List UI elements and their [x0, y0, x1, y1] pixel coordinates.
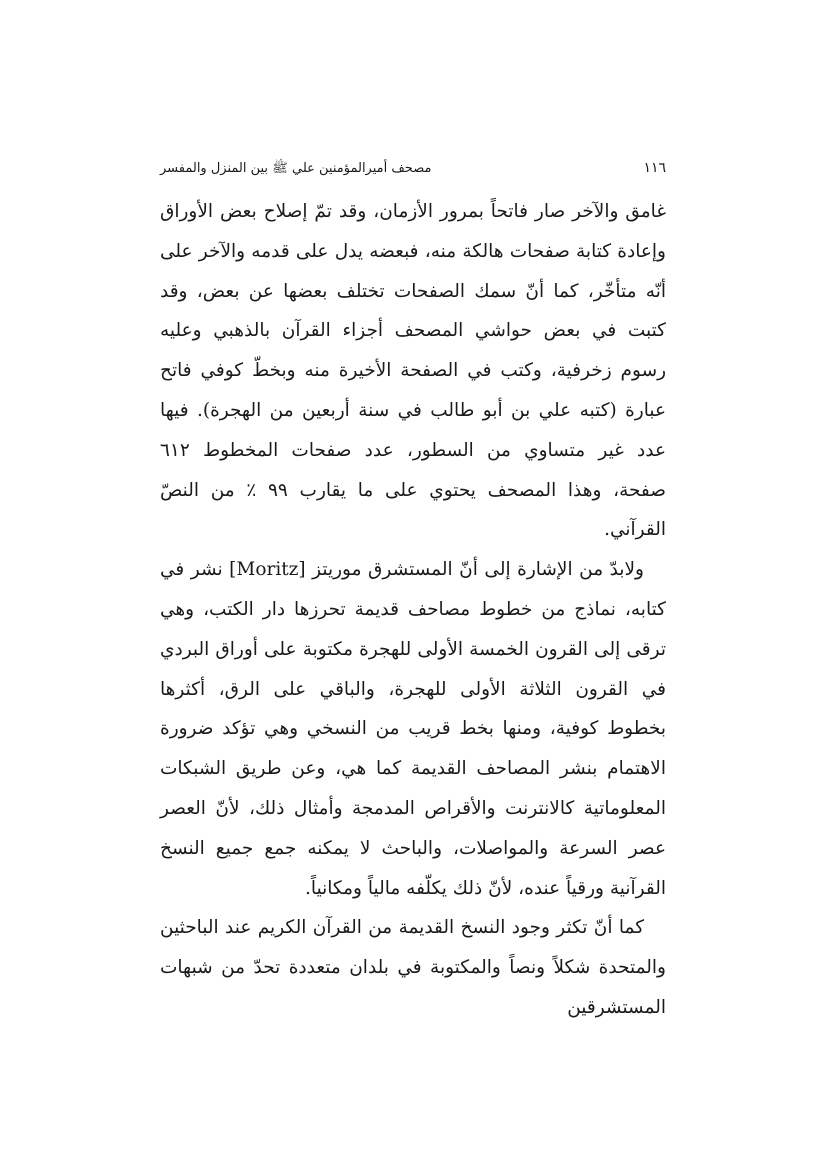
- running-title: مصحف أميرالمؤمنين علي ﷺ بين المنزل والمفسر: [160, 161, 432, 176]
- paragraph: ولابدّ من الإشارة إلى أنّ المستشرق موريتز [Moritz] نشر في كتابه، نماذج من خطوط مصاحف قديمة تحرزها دار الكتب، وهي ترقى إلى القرون الخمسة الأولى للهجرة مكتوبة على أوراق البردي في القرون الثلاثة الأولى للهجرة، والباقي على الرق، أكثرها بخطوط كوفية، ومنها بخط قريب من النسخي وهي تؤكد ضرورة الاهتمام بنشر المصاحف القديمة كما هي، وعن طريق الشبكات المعلوماتية كالانترنت والأقراص المدمجة وأمثال ذلك، لأنّ العصر عصر السرعة والمواصلات، والباحث لا يمكنه جمع جميع النسخ القرآنية ورقياً عنده، لأنّ ذلك يكلّفه مالياً ومكانياً.: [160, 559, 666, 899]
- book-page: [160, 160, 666, 1028]
- paragraph: غامق والآخر صار فاتحاً بمرور الأزمان، وقد تمّ إصلاح بعض الأوراق وإعادة كتابة صفحات هالكة منه، فبعضه يدل على قدمه والآخر على أنّه متأخّر، كما أنّ سمك الصفحات تختلف بعضها عن بعض، وقد كتبت في بعض حواشي المصحف أجزاء القرآن بالذهبي وعليه رسوم زخرفية، وكتب في الصفحة الأخيرة منه وبخطّ كوفي فاتح عبارة (كتبه علي بن أبو طالب في سنة أربعين من الهجرة). فيها عدد غير متساوي من السطور، عدد صفحات المخطوط ٦١٢ صفحة، وهذا المصحف يحتوي على ما يقارب ٩٩ ٪ من النصّ القرآني.: [160, 201, 666, 541]
- running-header: [160, 160, 666, 184]
- body-text: [160, 192, 666, 1028]
- page-number: ١١٦: [643, 160, 666, 176]
- paragraph: كما أنّ تكثر وجود النسخ القديمة من القرآن الكريم عند الباحثين والمتحدة شكلاً ونصاً والمكتوبة في بلدان متعددة تحدّ من شبهات المستشرقين: [160, 917, 666, 1018]
